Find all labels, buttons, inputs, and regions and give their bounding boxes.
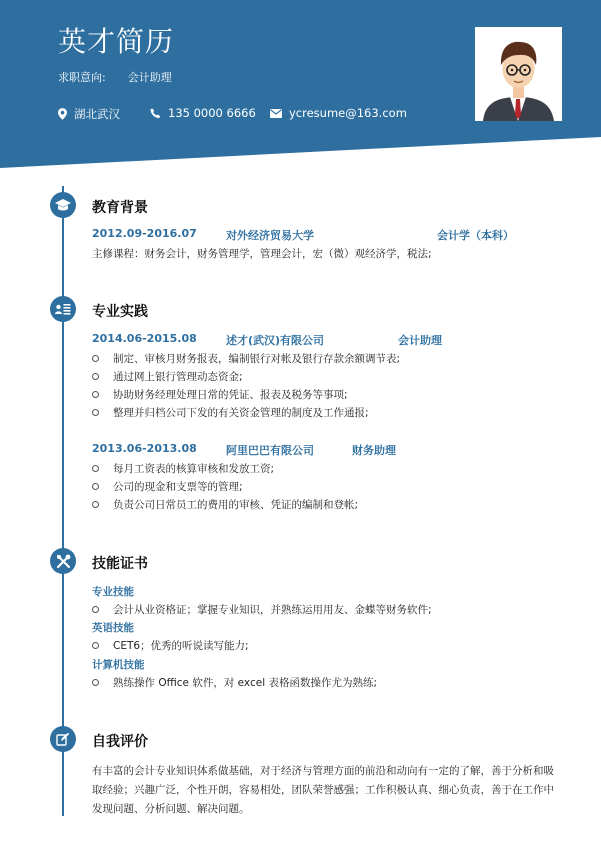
bullet-icon	[92, 409, 99, 416]
job-2-item-text: 负责公司日常员工的费用的审核、凭证的编制和登帐;	[113, 499, 359, 511]
graduation-cap-icon	[55, 198, 71, 212]
edit-icon	[56, 732, 70, 746]
job-intent-value: 会计助理	[127, 71, 172, 84]
bullet-icon	[92, 501, 99, 508]
contact-phone	[150, 106, 256, 120]
avatar-illustration	[475, 27, 562, 121]
job-1-item	[92, 405, 369, 420]
skills-title: 技能证书	[92, 556, 148, 572]
job-1-item	[92, 351, 400, 366]
contact-location	[58, 106, 120, 122]
skill-group-name: 专业技能	[92, 586, 134, 598]
evaluation-text: 有丰富的会计专业知识体系做基础，对于经济与管理方面的前沿和动向有一定的了解，善于分析和吸取经验；兴趣广泛，个性开朗，容易相处，团队荣誉感强；工作积极认真、细心负责，善于在工作中发现问题、分析问题、解决问题。	[92, 765, 554, 815]
education-major: 会计学（本科）	[437, 229, 514, 242]
job-2-item-text: 公司的现金和支票等的管理;	[113, 481, 243, 493]
avatar	[475, 27, 562, 121]
location-text: 湖北武汉	[74, 107, 120, 121]
bullet-icon	[92, 642, 99, 649]
skill-item	[92, 675, 377, 690]
skill-item-text: 熟练操作 Office 软件，对 excel 表格函数操作尤为熟练;	[113, 677, 377, 689]
job-2-item	[92, 497, 358, 512]
skill-item-text: CET6；优秀的听说读写能力;	[113, 640, 249, 652]
evaluation-section-icon	[50, 726, 76, 752]
job-2-item	[92, 479, 243, 494]
job-2-item-text: 每月工资表的核算审核和发放工资;	[113, 463, 275, 475]
resume-header	[0, 0, 601, 168]
timeline-line	[62, 186, 64, 816]
skill-item-text: 会计从业资格证；掌握专业知识，并熟练运用用友、金蝶等财务软件;	[113, 604, 432, 616]
phone-text: 135 0000 6666	[168, 106, 256, 120]
skill-item	[92, 638, 249, 653]
practice-section-icon	[50, 296, 76, 322]
job-2-role: 财务助理	[352, 444, 396, 457]
education-period: 2012.09-2016.07	[92, 227, 197, 240]
job-2-period: 2013.06-2013.08	[92, 442, 197, 455]
evaluation-title: 自我评价	[92, 734, 148, 750]
bullet-icon	[92, 373, 99, 380]
skill-group-name: 英语技能	[92, 622, 134, 634]
job-1-item-text: 整理并归档公司下发的有关资金管理的制度及工作通报;	[113, 407, 369, 419]
bullet-icon	[92, 391, 99, 398]
location-pin-icon	[58, 108, 67, 120]
education-school: 对外经济贸易大学	[226, 229, 314, 242]
job-1-item-text: 制定、审核月财务报表，编制银行对帐及银行存款余额调节表;	[113, 353, 401, 365]
bullet-icon	[92, 355, 99, 362]
skill-group-name: 计算机技能	[92, 659, 145, 671]
job-intent	[58, 69, 172, 85]
job-1-role: 会计助理	[398, 334, 442, 347]
job-1-period: 2014.06-2015.08	[92, 332, 197, 345]
job-2-item	[92, 461, 274, 476]
email-text: ycresume@163.com	[289, 106, 407, 120]
skills-section-icon	[50, 548, 76, 574]
phone-icon	[150, 108, 161, 119]
job-1-item	[92, 369, 243, 384]
bullet-icon	[92, 465, 99, 472]
bullet-icon	[92, 483, 99, 490]
email-icon	[270, 109, 282, 118]
resume-title: 英才简历	[58, 25, 175, 58]
skill-item	[92, 602, 432, 617]
practice-title: 专业实践	[92, 304, 148, 320]
education-courses: 主修课程：财务会计，财务管理学，管理会计，宏（微）观经济学，税法;	[92, 248, 432, 260]
job-2-company: 阿里巴巴有限公司	[226, 444, 314, 457]
bullet-icon	[92, 679, 99, 686]
job-1-item	[92, 387, 348, 402]
education-section-icon	[50, 192, 76, 218]
job-1-item-text: 通过网上银行管理动态资金;	[113, 371, 243, 383]
contact-email	[270, 106, 407, 120]
tools-icon	[56, 554, 71, 569]
job-1-item-text: 协助财务经理处理日常的凭证、报表及税务等事项;	[113, 389, 348, 401]
education-title: 教育背景	[92, 200, 148, 216]
job-intent-label: 求职意向:	[58, 71, 106, 84]
id-card-icon	[55, 303, 71, 315]
job-1-company: 述才(武汉)有限公司	[226, 334, 325, 347]
bullet-icon	[92, 606, 99, 613]
